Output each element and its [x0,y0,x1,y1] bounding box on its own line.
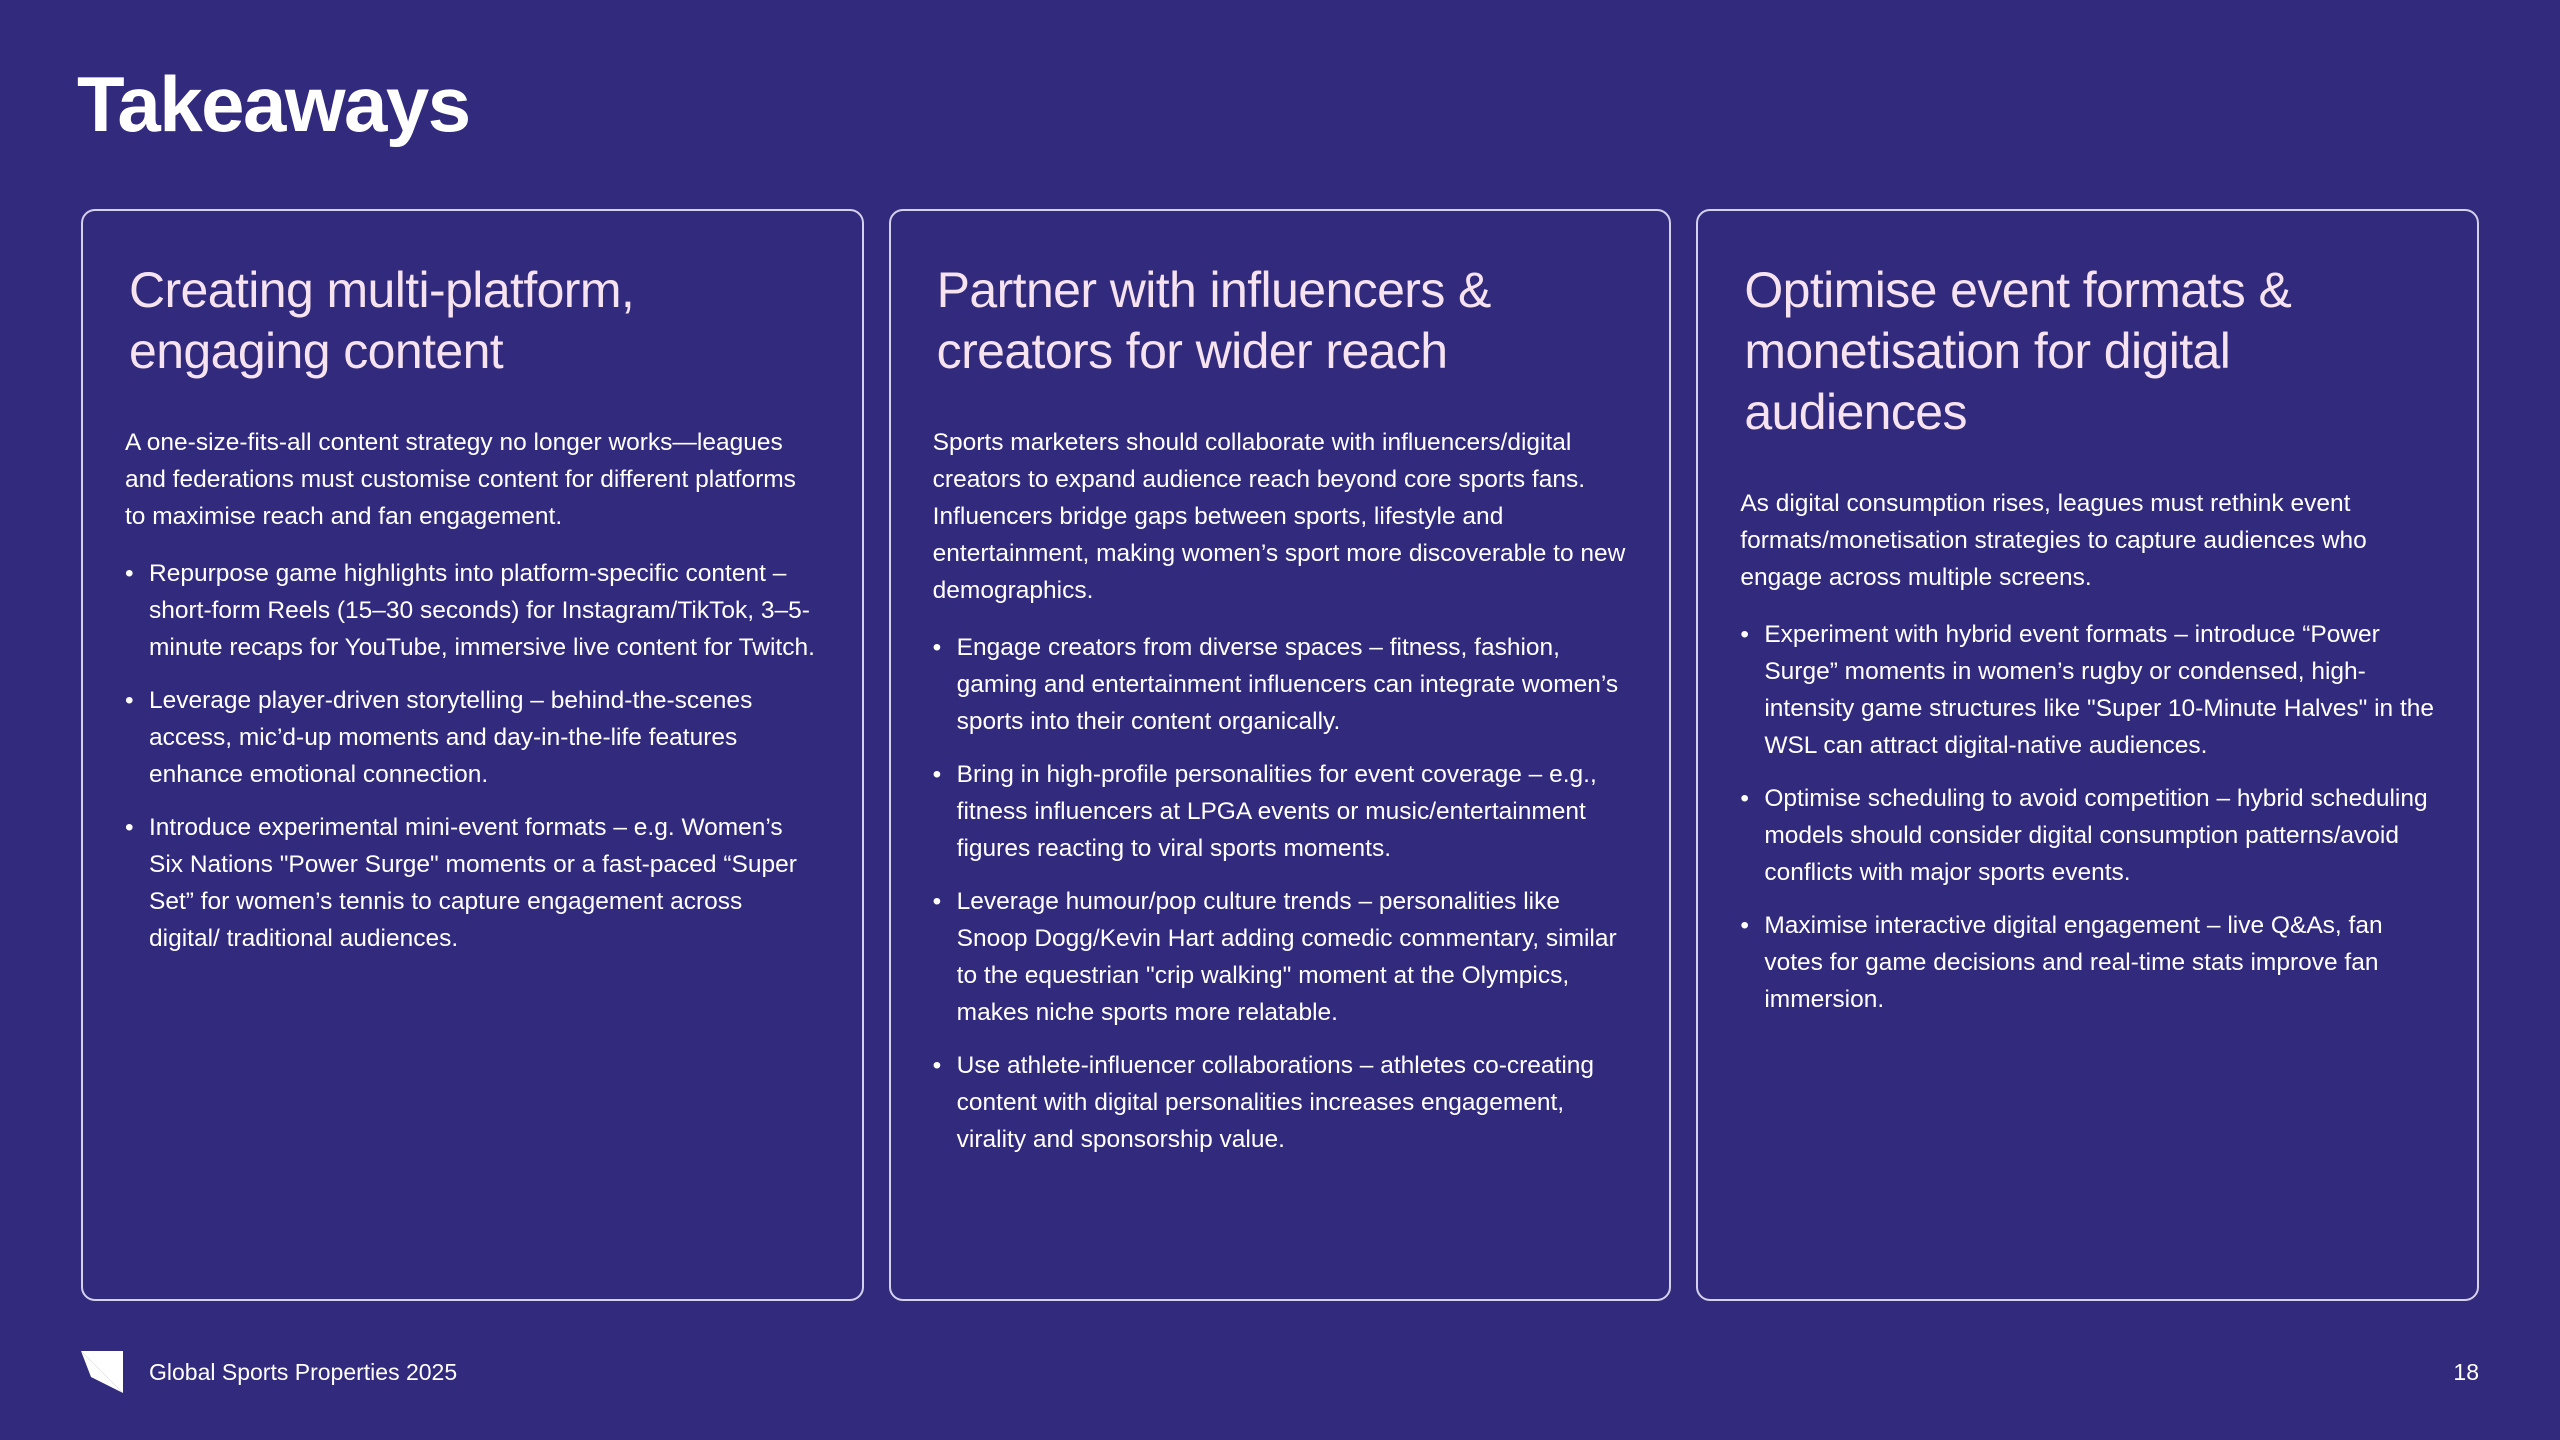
bullet-item [1740,907,2435,1018]
card-title: Optimise event formats & monetisation for digital audiences [1744,262,2292,440]
bullet-text: Bring in high-profile personalities for event coverage – e.g., fitness influencers at LPGA events or music/entertainment figures reacting to viral sports moments. [956,761,1597,862]
bullet-list [933,629,1628,1158]
bullet-list [125,555,820,957]
card-intro: A one-size-fits-all content strategy no longer works—leagues and federations must customise content for different platforms to maximise reach and fan engagement. [125,429,796,530]
bullet-text: Use athlete-influencer collaborations – athletes co-creating content with digital personalities increases engagement, virality and sponsorship value. [956,1052,1595,1153]
card-title: Creating multi-platform, engaging content [129,262,635,379]
bullet-item [1740,780,2435,891]
bullet-item [933,629,1628,740]
card-title: Partner with influencers & creators for wider reach [936,262,1491,379]
bullet-icon: • [1740,621,1749,648]
bullet-item [933,1047,1628,1158]
bullet-item [933,756,1628,867]
takeaway-cards [81,209,2479,1301]
pennant-logo-icon [81,1351,123,1393]
bullet-icon: • [932,888,942,915]
bullet-icon: • [932,634,942,661]
page-number: 18 [2453,1358,2479,1385]
takeaway-card-influencers [889,209,1672,1301]
bullet-item [125,555,820,666]
slide-footer [81,1350,2479,1394]
takeaway-card-content [81,209,864,1301]
bullet-text: Experiment with hybrid event formats – introduce “Power Surge” moments in women’s rugby or condensed, high-intensity game structures like "Super 10-Minute Halves" in the WSL can attract digital-native audiences. [1764,621,2435,759]
bullet-text: Optimise scheduling to avoid competition – hybrid scheduling models should consider digital consumption patterns/avoid conflicts with major sports events. [1764,785,2428,886]
bullet-icon: • [125,560,134,587]
footer-text: Global Sports Properties 2025 [149,1358,458,1385]
bullet-text: Leverage player-driven storytelling – behind-the-scenes access, mic’d-up moments and day-in-the-life features enhance emotional connection. [149,687,753,788]
slide-title: Takeaways [77,60,470,148]
bullet-icon: • [932,1052,942,1079]
bullet-item [125,809,820,957]
bullet-icon: • [1740,785,1749,812]
card-intro: Sports marketers should collaborate with influencers/digital creators to expand audience reach beyond core sports fans. Influencers bridge gaps between sports, lifestyle and entertainment, making women’s sport more discoverable to new demographics. [932,429,1626,604]
bullet-icon: • [1740,912,1749,939]
bullet-icon: • [125,814,134,841]
bullet-list [1740,616,2435,1018]
card-intro: As digital consumption rises, leagues must rethink event formats/monetisation strategies to capture audiences who engage across multiple screens. [1740,490,2367,591]
takeaway-card-events [1696,209,2479,1301]
bullet-text: Introduce experimental mini-event formats – e.g. Women’s Six Nations "Power Surge" moments or a fast-paced “Super Set” for women’s tennis to capture engagement across digital/ traditional audiences. [149,814,797,952]
bullet-text: Leverage humour/pop culture trends – personalities like Snoop Dogg/Kevin Hart adding comedic commentary, similar to the equestrian "crip walking" moment at the Olympics, makes niche sports more relatable. [956,888,1617,1026]
bullet-icon: • [932,761,942,788]
bullet-text: Repurpose game highlights into platform-specific content – short-form Reels (15–30 seconds) for Instagram/TikTok, 3–5-minute recaps for YouTube, immersive live content for Twitch. [149,560,815,661]
bullet-item [933,883,1628,1031]
bullet-text: Maximise interactive digital engagement – live Q&As, fan votes for game decisions and real-time stats improve fan immersion. [1764,912,2383,1013]
bullet-text: Engage creators from diverse spaces – fitness, fashion, gaming and entertainment influencers can integrate women’s sports into their content organically. [956,634,1619,735]
bullet-icon: • [125,687,134,714]
bullet-item [125,682,820,793]
bullet-item [1740,616,2435,764]
